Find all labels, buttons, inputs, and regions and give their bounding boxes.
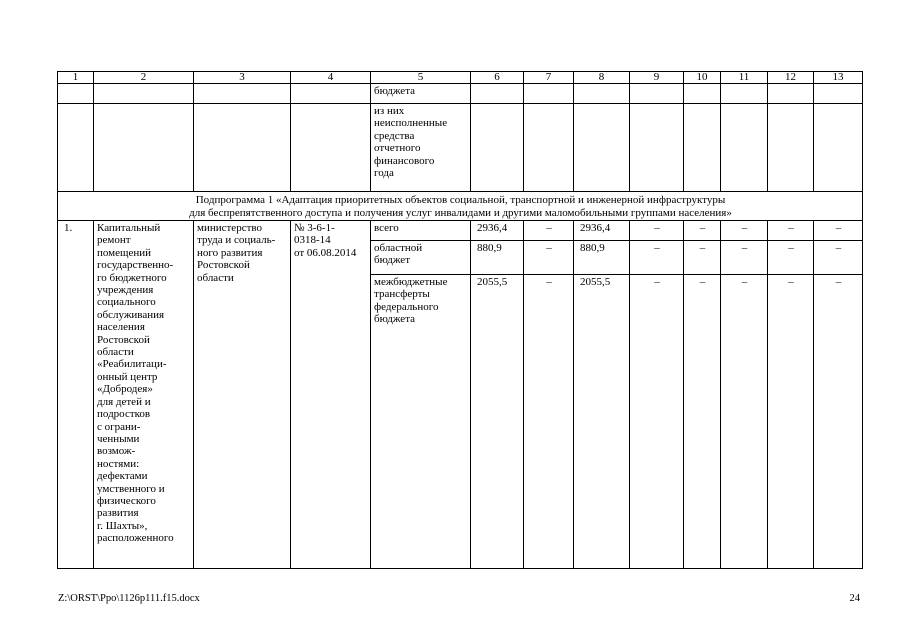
col-number: 3 [194, 72, 291, 84]
value-cell: 2055,5 [471, 275, 524, 569]
col-number: 11 [721, 72, 768, 84]
value-cell: – [768, 275, 814, 569]
value-cell: – [630, 275, 684, 569]
funding-label: межбюджетные трансферты федерального бюджета [371, 275, 471, 569]
value-cell: – [814, 275, 863, 569]
value-cell: – [630, 221, 684, 241]
value-cell: – [768, 241, 814, 275]
value-cell: 2055,5 [574, 275, 630, 569]
page-number: 24 [849, 593, 860, 604]
value-cell: 2936,4 [574, 221, 630, 241]
value-cell: 880,9 [574, 241, 630, 275]
value-cell: – [721, 275, 768, 569]
value-cell: – [684, 221, 721, 241]
column-number-row [58, 72, 863, 84]
value-cell: – [814, 221, 863, 241]
file-path: Z:\ORST\Ppo\1126p111.f15.docx [58, 593, 200, 604]
value-cell: – [721, 241, 768, 275]
table-row [58, 84, 863, 104]
col-number: 5 [371, 72, 471, 84]
responsible-ministry: министерство труда и социаль- ного развития Ростовской области [194, 221, 291, 569]
subprogram-title: Подпрограмма 1 «Адаптация приоритетных объектов социальной, транспортной и инженерной инфраструктуры для беспрепятственного доступа и получения услуг инвалидами и другими маломобильными группами населения» [58, 192, 863, 221]
col-number: 10 [684, 72, 721, 84]
value-cell: – [814, 241, 863, 275]
subprogram-row [58, 192, 863, 221]
item-number: 1. [58, 221, 94, 569]
col-number: 13 [814, 72, 863, 84]
value-cell: – [524, 275, 574, 569]
funding-label: областной бюджет [371, 241, 471, 275]
col-number: 7 [524, 72, 574, 84]
value-cell: – [721, 221, 768, 241]
value-cell: – [684, 275, 721, 569]
col-number: 1 [58, 72, 94, 84]
value-cell: – [524, 221, 574, 241]
item-name: Капитальный ремонт помещений государственно- го бюджетного учреждения социального обслуживания населения Ростовской области «Реабилитаци- онный центр «Добродея» для детей и подростков с ограни- ченными возмож- ностями: дефектами умственного и физического развития г. Шахты», расположенного [94, 221, 194, 569]
value-cell: 880,9 [471, 241, 524, 275]
funding-label: всего [371, 221, 471, 241]
document-ref: № 3-6-1- 0318-14 от 06.08.2014 [291, 221, 371, 569]
value-cell: – [768, 221, 814, 241]
budget-table [57, 71, 863, 569]
col-number: 12 [768, 72, 814, 84]
row-label: из них неисполненные средства отчетного финансового года [371, 104, 471, 192]
value-cell: – [684, 241, 721, 275]
col-number: 8 [574, 72, 630, 84]
col-number: 6 [471, 72, 524, 84]
value-cell: 2936,4 [471, 221, 524, 241]
value-cell: – [524, 241, 574, 275]
value-cell: – [630, 241, 684, 275]
row-label: бюджета [371, 84, 471, 104]
col-number: 9 [630, 72, 684, 84]
col-number: 2 [94, 72, 194, 84]
col-number: 4 [291, 72, 371, 84]
table-row [58, 221, 863, 241]
table-row [58, 104, 863, 192]
